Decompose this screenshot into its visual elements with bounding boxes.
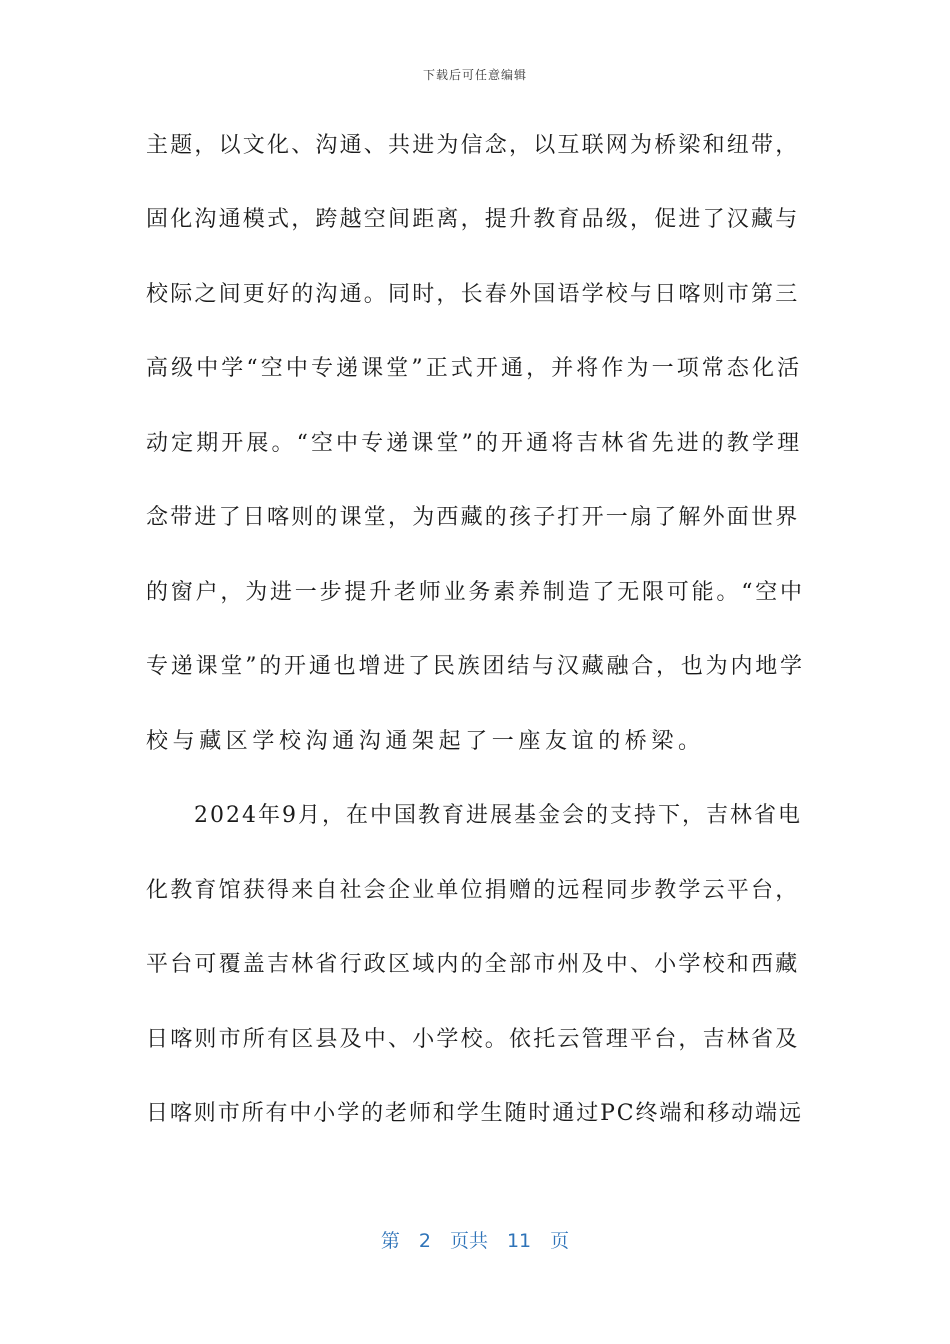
text-line: 主题，以文化、沟通、共进为信念，以互联网为桥梁和纽带，	[146, 133, 800, 158]
text-line: 日喀则市所有中小学的老师和学生随时通过PC终端和移动端远	[146, 1101, 803, 1126]
page-number: 第 2 页共 11 页	[380, 1230, 570, 1252]
text-line: 2024年9月，在中国教育进展基金会的支持下，吉林省电	[146, 803, 802, 828]
text-line: 日喀则市所有区县及中、小学校。依托云管理平台，吉林省及	[146, 1027, 800, 1052]
text-line: 高级中学“空中专递课堂”正式开通，并将作为一项常态化活	[146, 356, 803, 381]
text-line: 念带进了日喀则的课堂，为西藏的孩子打开一扇了解外面世界	[146, 505, 800, 530]
text-line: 平台可覆盖吉林省行政区域内的全部市州及中、小学校和西藏	[146, 952, 800, 977]
header-note: 下载后可任意编辑	[422, 68, 527, 82]
text-line: 动定期开展。“空中专递课堂”的开通将吉林省先进的教学理	[146, 431, 803, 456]
text-line: 化教育馆获得来自社会企业单位捐赠的远程同步教学云平台，	[146, 878, 800, 903]
text-line: 专递课堂”的开通也增进了民族团结与汉藏融合，也为内地学	[146, 654, 805, 679]
text-line: 固化沟通模式，跨越空间距离，提升教育品级，促进了汉藏与	[146, 207, 800, 232]
text-line: 校与藏区学校沟通沟通架起了一座友谊的桥梁。	[146, 729, 705, 754]
text-line: 的窗户，为进一步提升老师业务素养制造了无限可能。“空中	[146, 580, 805, 605]
text-line: 校际之间更好的沟通。同时，长春外国语学校与日喀则市第三	[146, 282, 800, 307]
